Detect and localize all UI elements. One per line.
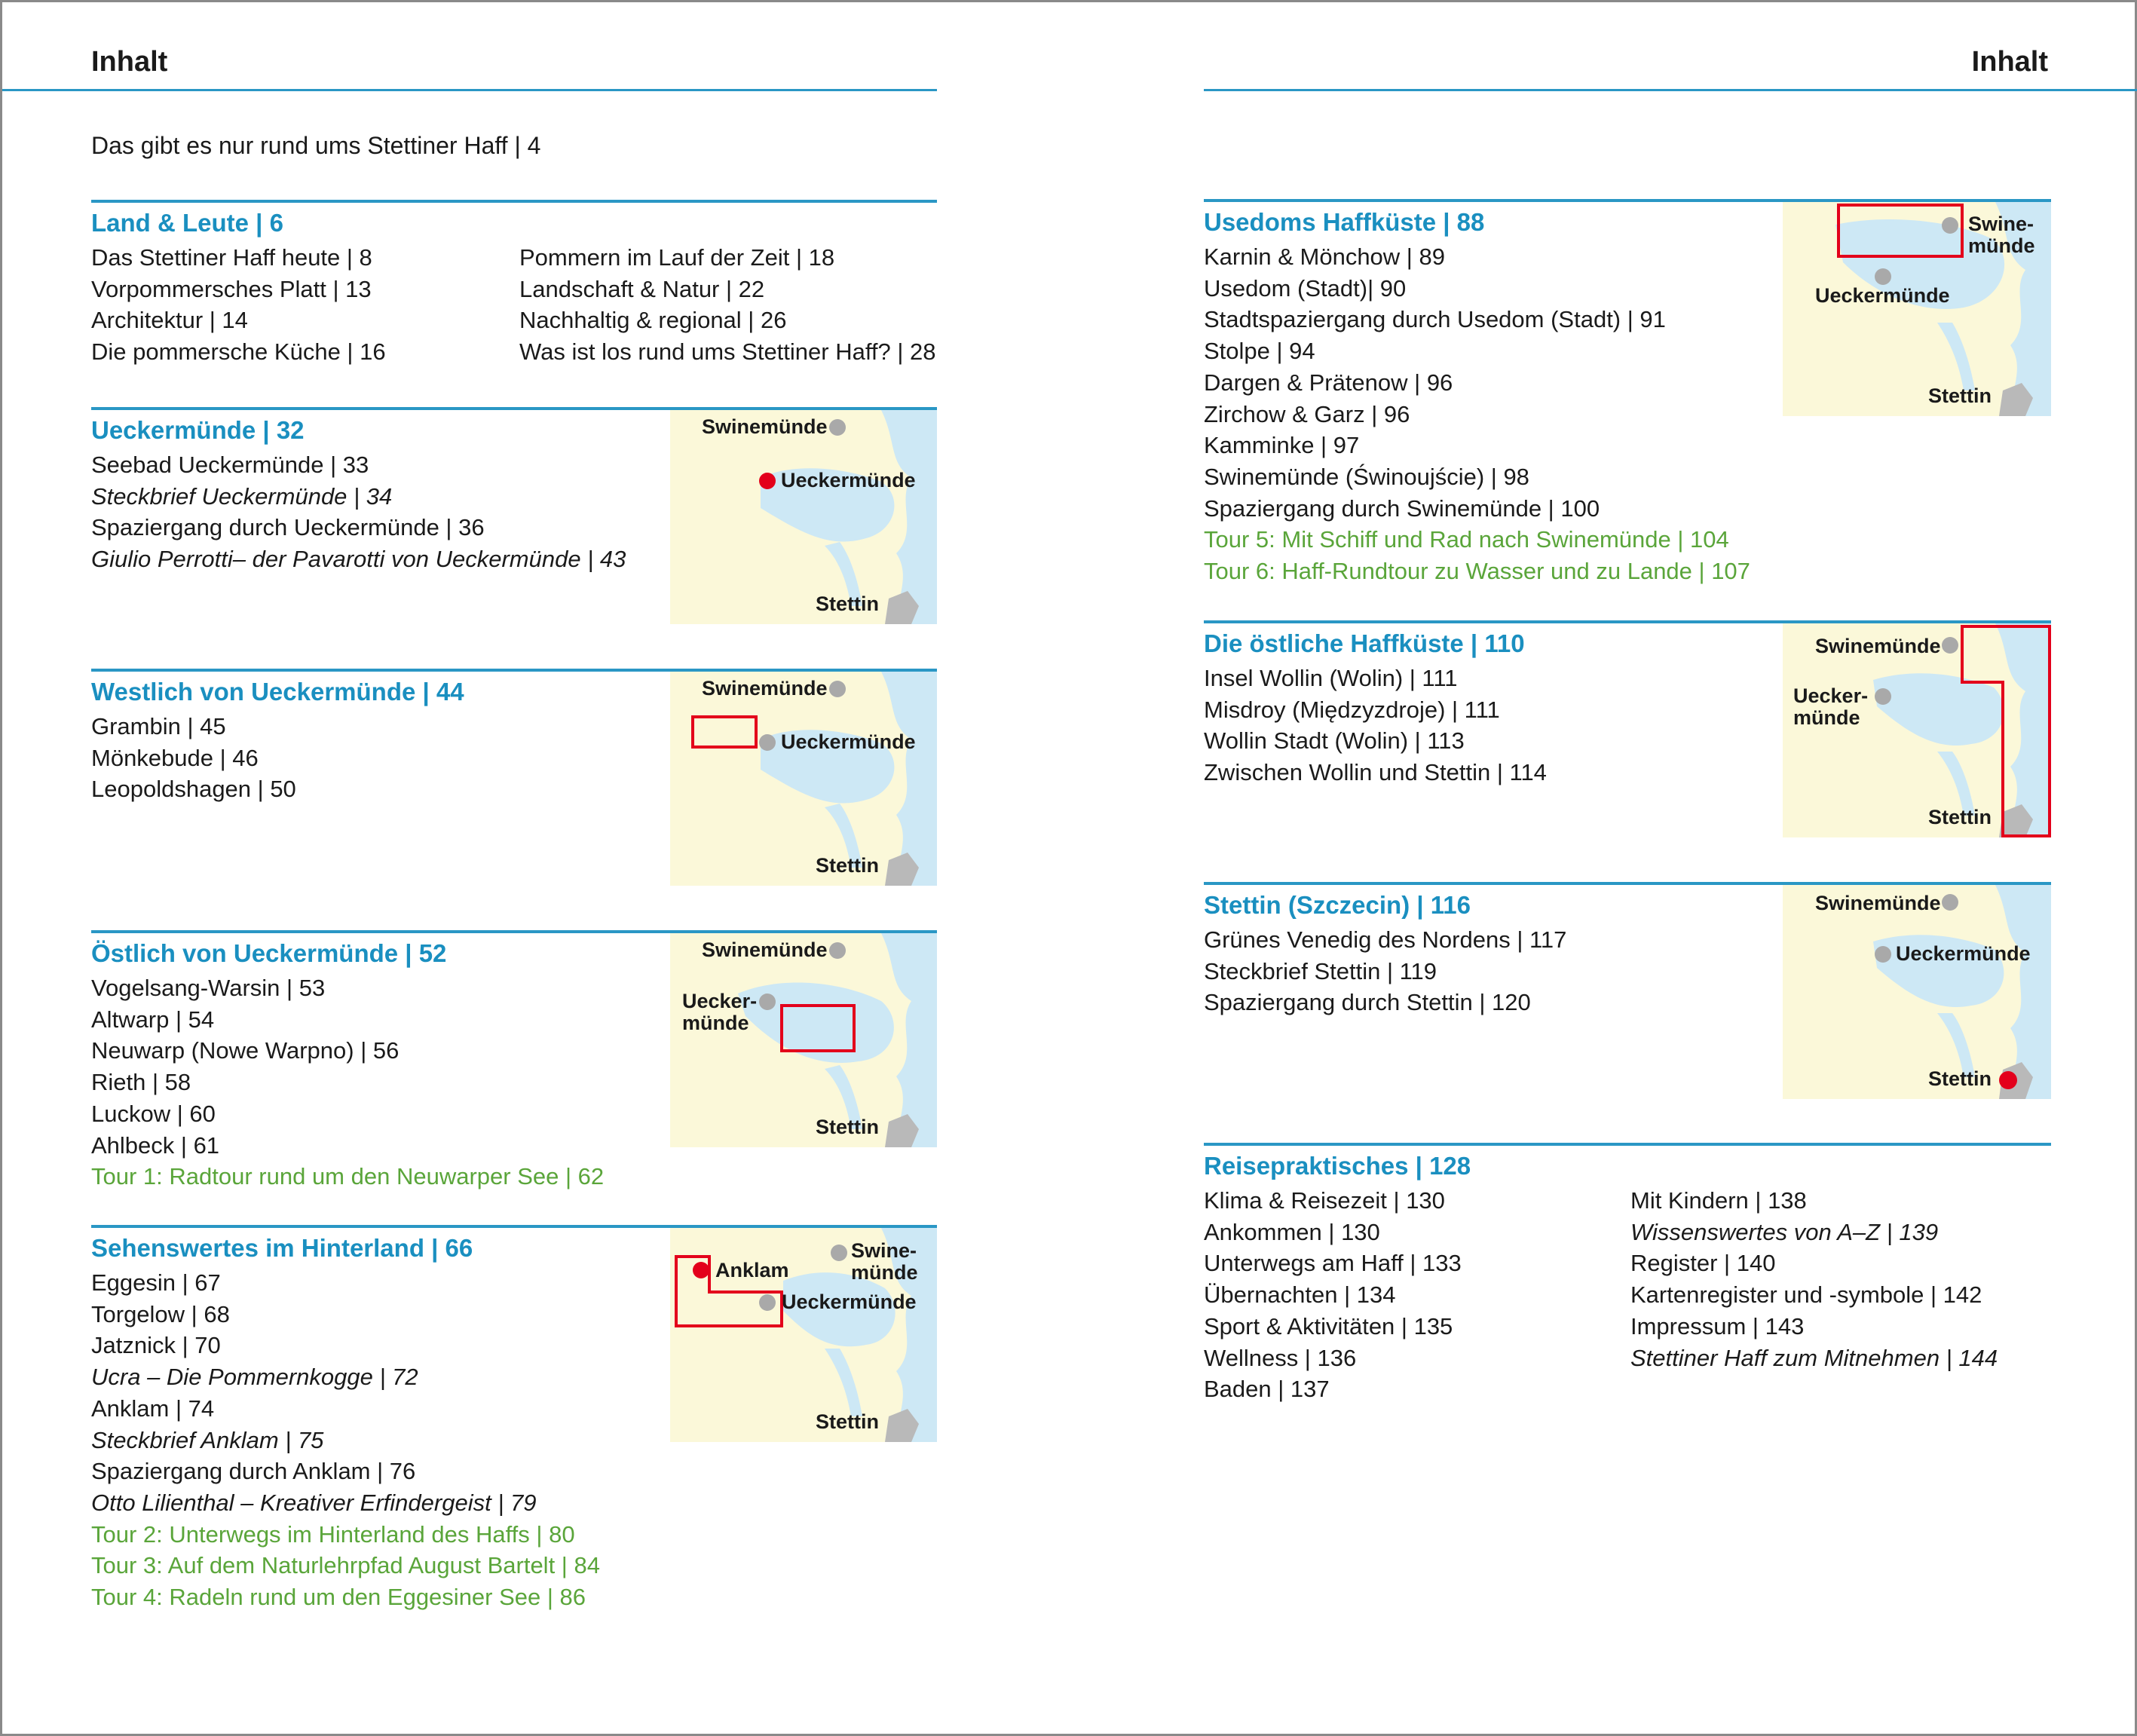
toc-entry: Leopoldshagen | 50	[91, 776, 296, 803]
locator-map-stettin	[1783, 885, 2051, 1099]
toc-entry: Misdroy (Międzyzdroje) | 111	[1204, 696, 1500, 723]
section-reisepraktisches	[1204, 1143, 2051, 1429]
section-rule	[91, 200, 937, 203]
entry-list	[1204, 924, 1566, 1018]
map-label-ueckermuende: Ueckermünde	[781, 730, 916, 753]
current-location-marker	[1999, 1071, 2017, 1089]
map-label-swinemuende: Swinemünde	[1815, 892, 1941, 914]
map-label-stettin: Stettin	[816, 854, 879, 877]
current-location-marker	[759, 473, 776, 489]
map-label-ueckermuende: Ueckermünde	[781, 469, 916, 491]
section-title: Stettin (Szczecin) | 116	[1204, 891, 1471, 919]
map-water	[670, 933, 937, 1147]
map-label-stettin: Stettin	[816, 592, 879, 615]
map-label-swinemuende: Swine- münde	[851, 1239, 918, 1284]
toc-entry: Kartenregister und -symbole | 142	[1630, 1281, 1982, 1309]
toc-entry: Grambin | 45	[91, 713, 226, 739]
map-water	[670, 410, 937, 624]
entry-column-1	[1204, 1185, 1462, 1405]
map-label-ueckermuende: Ueckermünde	[1896, 942, 2031, 965]
map-label-swinemuende: Swinemünde	[702, 938, 828, 961]
tour-entry: Tour 4: Radeln rund um den Eggesiner See | 86	[91, 1584, 586, 1611]
toc-entry: Steckbrief Anklam | 75	[91, 1426, 324, 1453]
toc-entry: Kamminke | 97	[1204, 432, 1360, 459]
map-label-anklam: Anklam	[715, 1259, 789, 1281]
toc-entry: Nachhaltig & regional | 26	[519, 307, 787, 334]
toc-entry: Seebad Ueckermünde | 33	[91, 452, 369, 478]
left-page-header: Inhalt	[91, 46, 168, 78]
map-label-swinemuende: Swinemünde	[702, 677, 828, 700]
entry-list	[1204, 241, 1750, 587]
location-marker	[1875, 946, 1891, 963]
entry-column-2	[519, 242, 936, 368]
section-title: Sehenswertes im Hinterland | 66	[91, 1234, 473, 1262]
toc-entry: Ankommen | 130	[1204, 1218, 1380, 1245]
location-marker	[759, 994, 776, 1010]
toc-entry: Spaziergang durch Stettin | 120	[1204, 989, 1531, 1016]
entry-list	[91, 1267, 600, 1613]
toc-entry: Zirchow & Garz | 96	[1204, 400, 1410, 427]
toc-entry: Ahlbeck | 61	[91, 1131, 220, 1159]
entry-list	[91, 449, 626, 575]
current-location-marker	[693, 1262, 709, 1278]
toc-entry: Insel Wollin (Wolin) | 111	[1204, 665, 1458, 691]
toc-entry: Otto Lilienthal – Kreativer Erfindergeist | 79	[91, 1489, 537, 1516]
toc-entry: Vorpommersches Platt | 13	[91, 275, 372, 302]
map-label-swinemuende: Swinemünde	[702, 415, 828, 438]
map-label-swinemuende: Swinemünde	[1815, 635, 1941, 657]
location-marker	[759, 734, 776, 751]
map-label-stettin: Stettin	[1928, 384, 1992, 407]
location-marker	[829, 419, 846, 436]
locator-map-usedom	[1783, 202, 2051, 416]
location-marker	[1875, 268, 1891, 285]
map-label-ueckermuende: Uecker- münde	[1793, 684, 1869, 729]
entry-list	[91, 972, 604, 1193]
toc-entry: Register | 140	[1630, 1250, 1776, 1277]
toc-entry: Usedom (Stadt)| 90	[1204, 274, 1407, 302]
entry-list	[1204, 663, 1547, 788]
section-title: Östlich von Ueckermünde | 52	[91, 939, 447, 967]
section-title: Die östliche Haffküste | 110	[1204, 629, 1525, 657]
toc-entry: Stettiner Haff zum Mitnehmen | 144	[1630, 1344, 1998, 1371]
tour-entry: Tour 3: Auf dem Naturlehrpfad August Bartelt | 84	[91, 1552, 600, 1579]
toc-entry: Eggesin | 67	[91, 1269, 221, 1296]
toc-entry: Grünes Venedig des Nordens | 117	[1204, 926, 1567, 953]
section-land-leute	[91, 200, 937, 373]
location-marker	[829, 681, 846, 697]
tour-entry: Tour 2: Unterwegs im Hinterland des Haffs | 80	[91, 1520, 575, 1548]
right-page-header: Inhalt	[1971, 46, 2048, 78]
location-marker	[1942, 637, 1958, 654]
toc-entry: Pommern im Lauf der Zeit | 18	[519, 244, 835, 271]
section-title: Land & Leute | 6	[91, 209, 283, 237]
tour-entry: Tour 6: Haff-Rundtour zu Wasser und zu Lande | 107	[1204, 558, 1750, 585]
toc-entry: Impressum | 143	[1630, 1312, 1805, 1340]
map-label-ueckermuende: Ueckermünde	[782, 1291, 917, 1313]
toc-entry: Altwarp | 54	[91, 1006, 215, 1033]
toc-entry: Jatznick | 70	[91, 1332, 221, 1359]
toc-entry: Mit Kindern | 138	[1630, 1187, 1807, 1214]
intro-entry: Das gibt es nur rund ums Stettiner Haff | 4	[91, 132, 541, 159]
toc-entry: Klima & Reisezeit | 130	[1204, 1187, 1445, 1214]
toc-entry: Neuwarp (Nowe Warpno) | 56	[91, 1037, 400, 1064]
toc-entry: Luckow | 60	[91, 1100, 216, 1127]
entry-column-2	[1630, 1185, 1998, 1373]
toc-entry: Spaziergang durch Anklam | 76	[91, 1458, 416, 1485]
toc-entry: Steckbrief Ueckermünde | 34	[91, 482, 393, 510]
toc-entry: Wissenswertes von A–Z | 139	[1630, 1218, 1939, 1245]
toc-entry: Das Stettiner Haff heute | 8	[91, 244, 372, 271]
toc-entry: Spaziergang durch Swinemünde | 100	[1204, 494, 1600, 522]
map-label-stettin: Stettin	[816, 1116, 879, 1138]
right-header-rule	[1204, 89, 2137, 91]
locator-map-oestliche	[1783, 623, 2051, 837]
tour-entry: Tour 1: Radtour rund um den Neuwarper See | 62	[91, 1163, 605, 1190]
map-label-stettin: Stettin	[1928, 1067, 1992, 1090]
toc-entry: Mönkebude | 46	[91, 744, 259, 771]
location-marker	[829, 942, 846, 959]
toc-entry: Spaziergang durch Ueckermünde | 36	[91, 514, 485, 541]
toc-entry: Ucra – Die Pommernkogge | 72	[91, 1364, 418, 1391]
toc-entry: Architektur | 14	[91, 307, 248, 334]
toc-entry: Sport & Aktivitäten | 135	[1204, 1312, 1453, 1340]
toc-entry: Zwischen Wollin und Stettin | 114	[1204, 759, 1547, 786]
toc-entry: Giulio Perrotti– der Pavarotti von Ueckermünde | 43	[91, 546, 626, 573]
location-marker	[1875, 688, 1891, 705]
locator-map-oestlich	[670, 933, 937, 1147]
toc-entry: Steckbrief Stettin | 119	[1204, 957, 1437, 984]
toc-entry: Übernachten | 134	[1204, 1281, 1396, 1309]
map-label-stettin: Stettin	[1928, 806, 1992, 828]
toc-entry: Karnin & Mönchow | 89	[1204, 243, 1445, 270]
location-marker	[1942, 217, 1958, 234]
map-label-ueckermuende: Ueckermünde	[1815, 284, 1950, 307]
toc-entry: Unterwegs am Haff | 133	[1204, 1250, 1462, 1277]
toc-entry: Baden | 137	[1204, 1376, 1330, 1403]
toc-entry: Landschaft & Natur | 22	[519, 275, 765, 302]
map-label-swinemuende: Swine- münde	[1968, 213, 2035, 257]
locator-map-ueckermuende	[670, 410, 937, 624]
section-rule	[1204, 1143, 2051, 1146]
section-title: Reisepraktisches | 128	[1204, 1152, 1471, 1180]
toc-entry: Was ist los rund ums Stettiner Haff? | 28	[519, 338, 936, 366]
toc-entry: Dargen & Prätenow | 96	[1204, 369, 1453, 396]
map-water	[1783, 885, 2051, 1099]
locator-map-westlich	[670, 672, 937, 886]
location-marker	[1942, 894, 1958, 911]
toc-entry: Stolpe | 94	[1204, 338, 1315, 365]
location-marker	[831, 1245, 847, 1261]
toc-entry: Vogelsang-Warsin | 53	[91, 975, 326, 1001]
map-label-ueckermuende: Uecker- münde	[682, 990, 758, 1034]
tour-entry: Tour 5: Mit Schiff und Rad nach Swinemünde | 104	[1204, 526, 1729, 553]
entry-column-1	[91, 242, 386, 368]
section-title: Ueckermünde | 32	[91, 416, 305, 444]
left-header-rule	[2, 89, 937, 91]
toc-entry: Torgelow | 68	[91, 1300, 230, 1327]
section-title: Usedoms Haffküste | 88	[1204, 208, 1485, 236]
entry-list	[91, 711, 296, 805]
toc-entry: Wollin Stadt (Wolin) | 113	[1204, 727, 1465, 755]
map-water	[670, 672, 937, 886]
toc-entry: Swinemünde (Świnoujście) | 98	[1204, 463, 1529, 490]
toc-entry: Anklam | 74	[91, 1395, 215, 1422]
locator-map-hinterland	[670, 1228, 937, 1442]
section-title: Westlich von Ueckermünde | 44	[91, 678, 464, 706]
toc-entry: Rieth | 58	[91, 1069, 191, 1096]
map-label-stettin: Stettin	[816, 1410, 879, 1433]
toc-entry: Stadtspaziergang durch Usedom (Stadt) | 91	[1204, 306, 1666, 333]
location-marker	[759, 1294, 776, 1311]
toc-entry: Die pommersche Küche | 16	[91, 338, 386, 366]
toc-entry: Wellness | 136	[1204, 1344, 1357, 1371]
